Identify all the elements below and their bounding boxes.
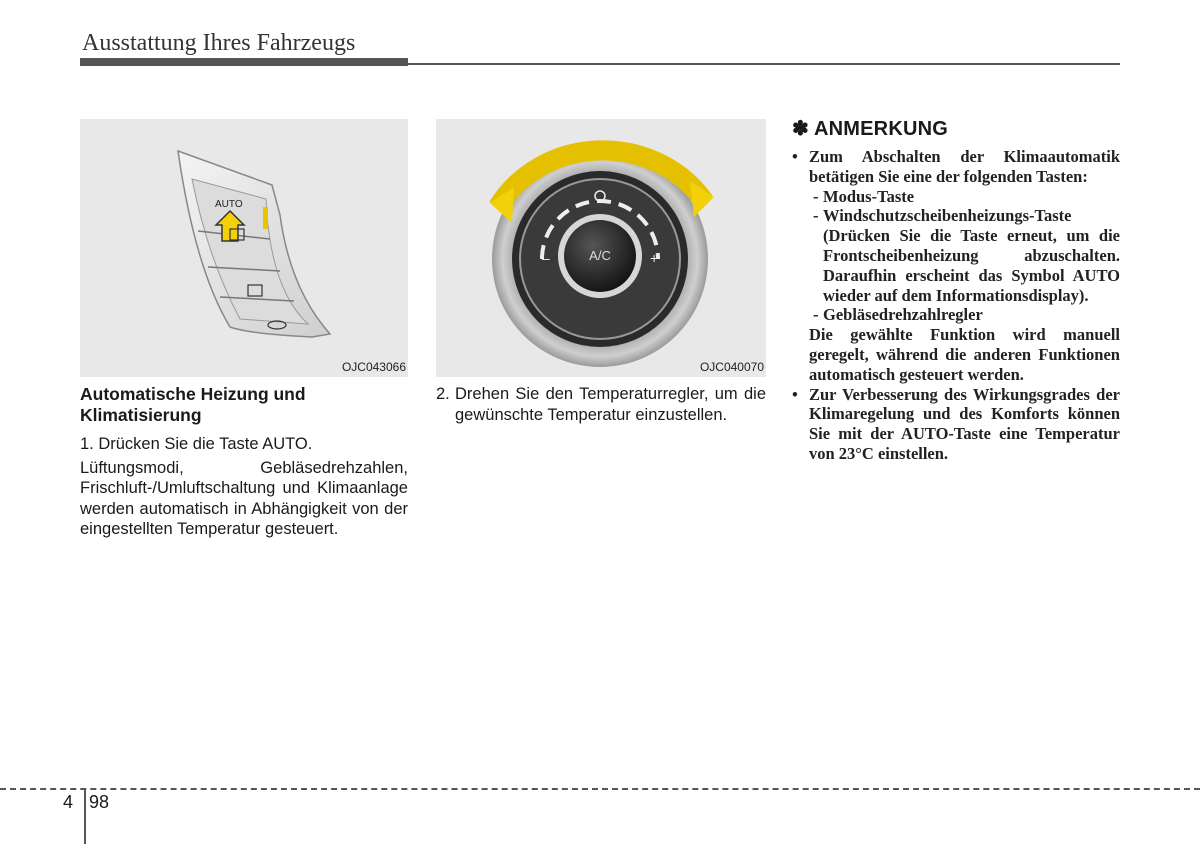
note-sub-item-text: Gebläsedrehzahlregler [823, 305, 983, 325]
auto-panel-illustration [80, 119, 408, 377]
figure-auto-button-panel [80, 119, 408, 377]
dial-minus: – [542, 250, 550, 266]
note-heading-text: ANMERKUNG [813, 118, 949, 140]
ac-knob-label: A/C [589, 248, 611, 263]
description-paragraph: Lüftungsmodi, Gebläsedrehzahlen, Frischluft-/Umluftschaltung und Klimaanlage werden automatisch in Abhängigkeit von der eingestellten Temperatur gesteuert. [80, 458, 408, 538]
dash-icon: - [813, 186, 819, 206]
note-sub-item [813, 187, 1120, 207]
note-bullet-1 [792, 147, 1120, 187]
footer-divider [84, 788, 86, 844]
note-sub-list [792, 187, 1120, 326]
left-column [80, 384, 408, 540]
note-sub-item-text: Modus-Taste [823, 186, 915, 206]
dash-icon: - [813, 305, 819, 325]
bullet-icon: • [792, 147, 798, 166]
footer-dashed-rule [0, 788, 1200, 790]
page-number: 98 [89, 792, 110, 812]
note-bullet-1-text: Zum Abschalten der Klimaautomatik betätigen Sie eine der folgenden Tasten: [809, 147, 1120, 186]
middle-column [436, 384, 766, 425]
note-after-list: Die gewählte Funktion wird manuell geregelt, während die anderen Funktionen automatisch gesteuert werden. [809, 325, 1120, 384]
step-1: 1. Drücken Sie die Taste AUTO. [80, 435, 313, 453]
chapter-number: 4 [63, 792, 74, 812]
step-2 [436, 384, 766, 425]
auto-button-label: AUTO [215, 199, 243, 210]
step-2-text: Drehen Sie den Temperaturregler, um die gewünschte Temperatur einzustellen. [455, 385, 766, 424]
dial-plus: + [650, 250, 659, 266]
note-sub-item [813, 206, 1120, 305]
figure-code: OJC043066 [341, 360, 406, 374]
header-rule-thin [408, 63, 1120, 65]
note-sub-item [813, 305, 1120, 325]
header-rule-thick [80, 58, 408, 66]
note-heading [792, 116, 1120, 141]
note-bullet-2-text: Zur Verbesserung des Wirkungsgrades der Klimaregelung und des Komforts können Sie mit der AUTO-Taste eine Temperatur von 23°C einstellen. [809, 384, 1120, 463]
note-bullet-2 [792, 385, 1120, 464]
note-content [792, 147, 1120, 464]
bullet-icon: • [792, 384, 798, 404]
note-sub-item-text: Windschutzscheibenheizungs-Taste (Drücken Sie die Taste erneut, um die Frontscheibenheizung abzuschalten. Daraufhin erscheint das Symbol AUTO wieder auf dem Informationsdisplay). [823, 206, 1120, 305]
page-header-title: Ausstattung Ihres Fahrzeugs [82, 30, 356, 56]
step-2-number: 2. [436, 385, 450, 403]
dash-icon: - [813, 206, 819, 226]
note-box [792, 116, 1120, 464]
figure-code: OJC040070 [699, 360, 764, 374]
asterisk-icon: ✽ [792, 118, 809, 140]
section-heading: Automatische Heizung und Klimatisierung [80, 384, 306, 425]
figure-temperature-dial [436, 119, 766, 377]
temperature-dial-illustration [436, 119, 766, 377]
